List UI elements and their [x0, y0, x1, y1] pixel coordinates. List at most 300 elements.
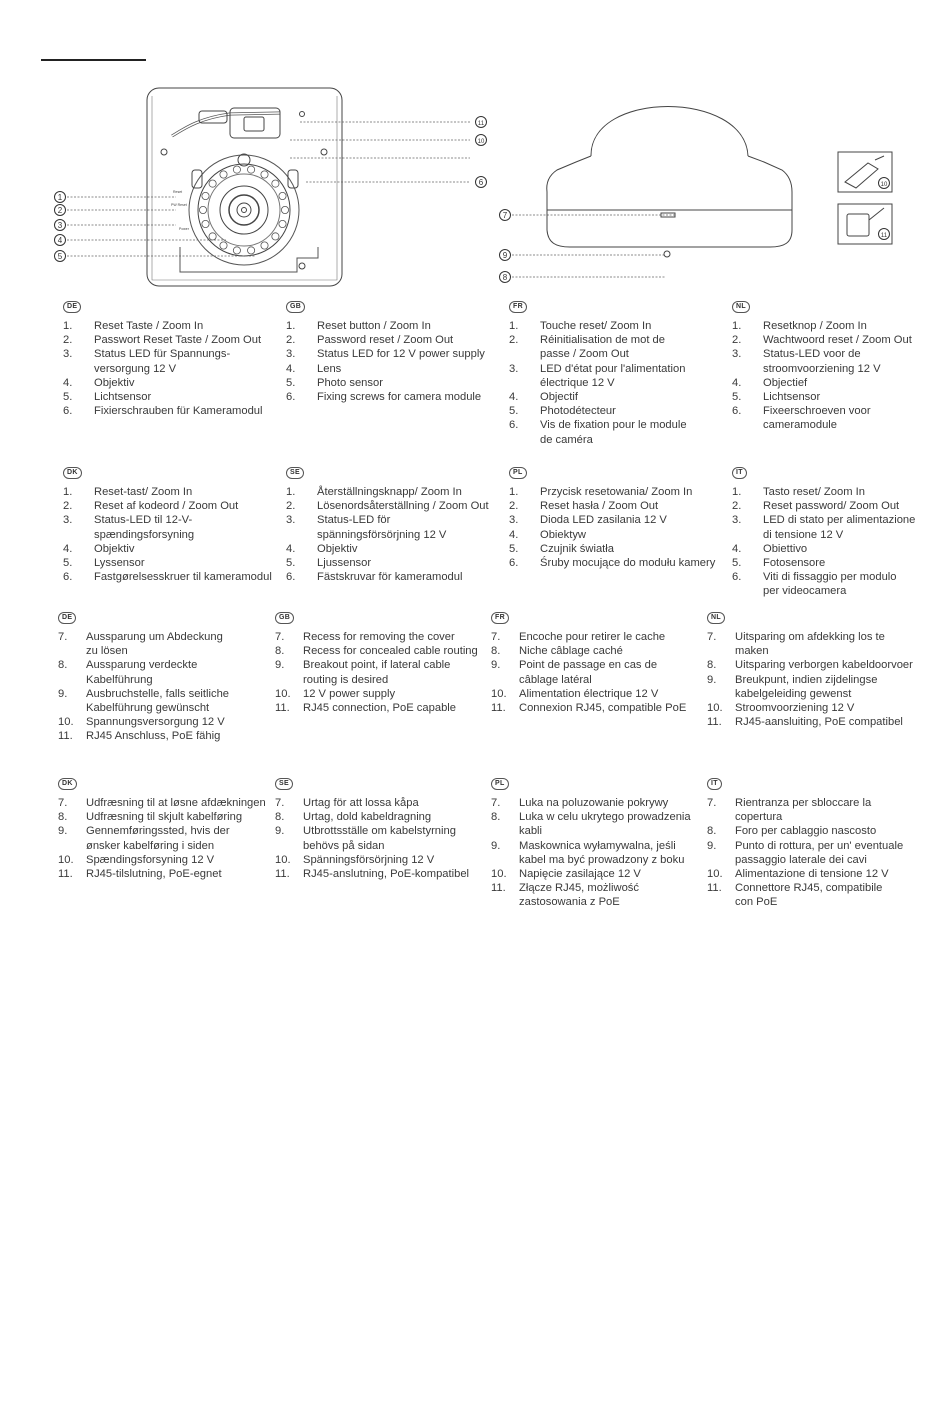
item-text: Fästskruvar för kameramodul	[317, 571, 463, 584]
item-text: Fixeerschroeven voor cameramodule	[763, 405, 871, 432]
item-number: 10.	[58, 716, 74, 729]
item-number: 2.	[732, 500, 742, 513]
list-item	[732, 556, 946, 570]
list-item	[286, 390, 500, 404]
item-number: 4.	[63, 376, 73, 389]
item-text: Fastgørelsesskruer til kameramodul	[94, 571, 272, 584]
list-item	[286, 542, 500, 556]
item-number: 1.	[732, 486, 742, 498]
item-text: Status LED für Spannungs- versorgung 12 V	[94, 348, 231, 375]
item-number: 3.	[509, 514, 519, 527]
item-text: Spänningsförsörjning 12 V	[303, 853, 435, 866]
item-number: 11.	[491, 882, 506, 895]
item-number: 7.	[707, 631, 717, 643]
callout-11b	[879, 229, 890, 240]
item-number: 5.	[63, 391, 73, 404]
item-number: 3.	[286, 514, 296, 527]
item-number: 3.	[63, 348, 73, 361]
callout-7	[500, 210, 511, 221]
list-item	[63, 347, 277, 375]
list-item	[275, 644, 489, 658]
svg-text:2: 2	[57, 206, 63, 215]
item-number: 9.	[707, 839, 717, 852]
item-number: 4.	[509, 528, 519, 541]
item-number: 1.	[286, 486, 296, 498]
callout-3	[55, 220, 66, 231]
item-text: Foro per cablaggio nascosto	[735, 825, 877, 838]
list-item	[63, 376, 277, 390]
list-item	[491, 810, 705, 838]
svg-text:5: 5	[57, 252, 63, 261]
ir-led	[281, 206, 288, 213]
item-number: 8.	[58, 811, 68, 824]
item-text: Śruby mocujące do modułu kamery	[540, 557, 716, 570]
svg-text:1: 1	[57, 193, 63, 202]
item-number: 11.	[58, 730, 73, 743]
item-number: 6.	[63, 405, 73, 418]
item-number: 9.	[275, 825, 285, 838]
item-number: 6.	[732, 405, 742, 418]
item-number: 11.	[491, 702, 506, 715]
item-number: 6.	[286, 391, 296, 404]
item-number: 4.	[732, 376, 742, 389]
item-number: 6.	[732, 571, 742, 584]
item-text: Przycisk resetowania/ Zoom In	[540, 486, 693, 498]
item-number: 9.	[491, 659, 501, 672]
list-item	[286, 556, 500, 570]
item-text: Resetknop / Zoom In	[763, 320, 867, 332]
item-text: Reset af kodeord / Zoom Out	[94, 500, 239, 513]
item-text: RJ45-aansluiting, PoE compatibel	[735, 716, 903, 729]
list-item	[63, 390, 277, 404]
item-text: RJ45-tilslutning, PoE-egnet	[86, 868, 222, 881]
item-number: 2.	[63, 334, 73, 347]
list-item	[509, 390, 723, 404]
item-text: Alimentazione di tensione 12 V	[735, 868, 889, 881]
list-item	[63, 485, 277, 499]
ir-led	[233, 166, 240, 173]
list-item	[275, 810, 489, 824]
item-number: 1.	[509, 486, 519, 498]
list-item	[286, 570, 500, 584]
list-item	[732, 499, 946, 513]
list-item	[732, 376, 946, 390]
list-item	[732, 570, 946, 598]
item-text: Wachtwoord reset / Zoom Out	[763, 334, 912, 347]
item-text: RJ45 connection, PoE capable	[303, 702, 456, 715]
svg-text:6: 6	[478, 178, 484, 187]
item-text: Punto di rottura, per un' eventuale passaggio laterale dei cavi	[735, 839, 904, 866]
list-item	[509, 499, 723, 513]
item-number: 1.	[286, 320, 296, 332]
item-text: Urtag för att lossa kåpa	[303, 797, 419, 809]
svg-text:8: 8	[502, 273, 508, 282]
item-text: Connexion RJ45, compatible PoE	[519, 702, 687, 715]
item-text: Photodétecteur	[540, 405, 616, 418]
callout-1	[55, 192, 66, 203]
item-text: Obiettivo	[763, 542, 808, 555]
list-item	[286, 485, 500, 499]
item-text: Gennemføringssted, hvis der ønsker kabelføring i siden	[86, 825, 230, 852]
item-text: Luka na poluzowanie pokrywy	[519, 797, 669, 809]
list-item	[286, 513, 500, 541]
language-badge: IT	[707, 778, 722, 790]
item-text: Udfræsning til at løsne afdækningen	[86, 797, 266, 809]
callout-8	[500, 272, 511, 283]
svg-text:11: 11	[477, 121, 485, 127]
svg-text:10: 10	[880, 182, 888, 188]
ir-led	[202, 220, 209, 227]
item-text: Udfræsning til skjult kabelføring	[86, 811, 243, 824]
item-number: 11.	[58, 868, 73, 881]
camera-diagram	[0, 0, 950, 300]
item-text: Uitsparing om afdekking los te maken	[735, 631, 885, 658]
section-pl-a	[509, 464, 723, 570]
ir-led	[279, 192, 286, 199]
item-number: 11.	[275, 868, 290, 881]
list-item	[58, 630, 272, 658]
item-text: Tasto reset/ Zoom In	[763, 486, 865, 498]
list-item	[275, 630, 489, 644]
section-se-b	[275, 775, 489, 881]
item-number: 7.	[58, 797, 68, 809]
list-item	[707, 630, 921, 658]
item-number: 9.	[707, 673, 717, 686]
list-item	[63, 570, 277, 584]
svg-text:9: 9	[502, 251, 508, 260]
item-number: 8.	[58, 659, 68, 672]
callout-6	[476, 177, 487, 188]
list-item	[286, 376, 500, 390]
item-number: 5.	[732, 391, 742, 404]
callout-2	[55, 205, 66, 216]
item-text: Objektiv	[94, 376, 135, 389]
callout-9	[500, 250, 511, 261]
item-text: Niche câblage caché	[519, 645, 623, 658]
ir-led	[248, 247, 255, 254]
item-number: 8.	[707, 659, 717, 672]
list-item	[509, 362, 723, 390]
item-text: Status-LED för spänningsförsörjning 12 V	[317, 514, 447, 541]
list-item	[509, 404, 723, 418]
item-text: Touche reset/ Zoom In	[540, 320, 652, 332]
item-text: Lichtsensor	[763, 391, 821, 404]
language-badge: DK	[58, 778, 77, 790]
item-number: 3.	[286, 348, 296, 361]
list-item	[707, 673, 921, 701]
item-number: 11.	[707, 716, 722, 729]
item-text: Utbrottsställe om kabelstyrning behövs på sidan	[303, 825, 456, 852]
svg-text:4: 4	[57, 236, 63, 245]
list-item	[509, 418, 723, 446]
item-text: 12 V power supply	[303, 687, 396, 700]
item-number: 9.	[58, 687, 68, 700]
ir-led	[279, 220, 286, 227]
item-number: 2.	[286, 500, 296, 513]
list-item	[286, 319, 500, 333]
item-text: Encoche pour retirer le cache	[519, 631, 666, 643]
list-item	[732, 513, 946, 541]
list-item	[509, 319, 723, 333]
section-dk-a	[63, 464, 277, 584]
item-text: Aussparung um Abdeckung zu lösen	[86, 631, 223, 658]
section-it-a	[732, 464, 946, 599]
item-text: Obiektyw	[540, 528, 587, 541]
section-pl-b	[491, 775, 705, 910]
list-item	[58, 729, 272, 743]
list-item	[63, 319, 277, 333]
item-number: 6.	[509, 419, 519, 432]
svg-text:7: 7	[502, 211, 508, 220]
list-item	[286, 347, 500, 361]
ir-led	[272, 233, 279, 240]
list-item	[707, 867, 921, 881]
callout-10a	[476, 135, 487, 146]
item-number: 3.	[509, 362, 519, 375]
language-badge: DE	[63, 301, 81, 313]
item-text: Czujnik światła	[540, 542, 614, 555]
list-item	[58, 796, 272, 810]
list-item	[63, 542, 277, 556]
item-number: 2.	[63, 500, 73, 513]
lens-outline	[229, 195, 259, 225]
item-number: 10.	[491, 868, 507, 881]
list-item	[286, 499, 500, 513]
dome-outline	[591, 107, 748, 157]
list-item	[491, 658, 705, 686]
section-nl-a	[732, 298, 946, 433]
ir-led	[202, 192, 209, 199]
item-text: Objektiv	[317, 542, 358, 555]
section-fr-b	[491, 609, 705, 715]
list-item	[732, 390, 946, 404]
item-number: 6.	[509, 557, 519, 570]
list-item	[58, 687, 272, 715]
list-item	[732, 485, 946, 499]
item-number: 1.	[732, 320, 742, 332]
list-item	[491, 701, 705, 715]
item-number: 9.	[275, 659, 285, 672]
item-text: Spændingsforsyning 12 V	[86, 853, 215, 866]
list-item	[63, 513, 277, 541]
item-text: Objektiv	[94, 542, 135, 555]
label-pw-reset: PW Reset	[171, 203, 187, 207]
item-number: 10.	[491, 687, 507, 700]
callout-5	[55, 251, 66, 262]
item-text: Réinitialisation de mot de passe / Zoom Out	[540, 334, 665, 361]
item-number: 2.	[286, 334, 296, 347]
section-gb-a	[286, 298, 500, 404]
list-item	[275, 687, 489, 701]
item-number: 7.	[275, 631, 285, 643]
ir-led	[261, 242, 268, 249]
item-text: Ausbruchstelle, falls seitliche Kabelführung gewünscht	[86, 687, 230, 715]
list-item	[707, 658, 921, 672]
section-it-b	[707, 775, 921, 910]
item-number: 11.	[707, 882, 722, 895]
language-badge: DE	[58, 612, 76, 624]
item-number: 3.	[63, 514, 73, 527]
list-item	[732, 333, 946, 347]
list-item	[707, 701, 921, 715]
item-text: Dioda LED zasilania 12 V	[540, 514, 667, 527]
list-item	[58, 867, 272, 881]
list-item	[509, 542, 723, 556]
item-number: 10.	[707, 868, 723, 881]
item-text: Status LED for 12 V power supply	[317, 348, 485, 361]
list-item	[707, 715, 921, 729]
item-text: RJ45 Anschluss, PoE fähig	[86, 730, 221, 743]
item-number: 2.	[509, 334, 519, 347]
ir-led	[209, 180, 216, 187]
list-item	[63, 556, 277, 570]
label-power: Power	[179, 227, 189, 231]
item-text: Viti di fissaggio per modulo per videocamera	[763, 571, 897, 598]
item-number: 7.	[491, 631, 501, 643]
item-number: 7.	[275, 797, 285, 809]
callout-11a	[476, 117, 487, 128]
item-number: 10.	[707, 702, 723, 715]
ir-led	[199, 206, 206, 213]
language-badge: IT	[732, 467, 747, 479]
language-badge: GB	[286, 301, 305, 313]
list-item	[491, 839, 705, 867]
section-dk-b	[58, 775, 272, 881]
list-item	[63, 499, 277, 513]
item-number: 9.	[491, 839, 501, 852]
item-number: 4.	[63, 542, 73, 555]
item-number: 7.	[707, 797, 717, 809]
list-item	[58, 715, 272, 729]
svg-text:3: 3	[57, 221, 63, 230]
item-number: 9.	[58, 825, 68, 838]
language-badge: SE	[286, 467, 304, 479]
section-de-b	[58, 609, 272, 744]
item-text: Photo sensor	[317, 376, 383, 389]
svg-text:11: 11	[880, 233, 888, 239]
item-text: Recess for removing the cover	[303, 631, 455, 643]
item-text: Stroomvoorziening 12 V	[735, 702, 855, 715]
item-text: Breakout point, if lateral cable routing is desired	[303, 659, 451, 686]
list-item	[732, 347, 946, 375]
item-text: Point de passage en cas de câblage latéral	[519, 659, 658, 686]
section-fr-a	[509, 298, 723, 447]
item-number: 10.	[275, 853, 291, 866]
item-number: 10.	[58, 853, 74, 866]
item-text: Napięcie zasilające 12 V	[519, 868, 641, 881]
item-text: Fixing screws for camera module	[317, 391, 482, 404]
list-item	[58, 810, 272, 824]
list-item	[275, 658, 489, 686]
language-badge: FR	[509, 301, 527, 313]
item-number: 4.	[509, 391, 519, 404]
list-item	[275, 701, 489, 715]
list-item	[491, 644, 705, 658]
item-number: 1.	[63, 320, 73, 332]
list-item	[509, 333, 723, 361]
list-item	[286, 362, 500, 376]
item-number: 5.	[509, 542, 519, 555]
item-text: Lösenordsåterställning / Zoom Out	[317, 500, 489, 513]
list-item	[275, 824, 489, 852]
ir-led	[233, 247, 240, 254]
item-text: Uitsparing verborgen kabeldoorvoer	[735, 659, 913, 672]
language-badge: PL	[491, 778, 509, 790]
item-text: Reset-tast/ Zoom In	[94, 486, 193, 498]
list-item	[491, 881, 705, 909]
item-number: 8.	[275, 645, 285, 658]
item-text: Breukpunt, indien zijdelingse kabelgeleiding gewenst	[735, 673, 878, 700]
svg-text:10: 10	[477, 139, 485, 145]
item-number: 5.	[509, 405, 519, 418]
item-text: Objectief	[763, 376, 808, 389]
item-number: 5.	[286, 376, 296, 389]
item-text: Urtag, dold kabeldragning	[303, 811, 432, 824]
item-number: 11.	[275, 702, 290, 715]
item-text: Luka w celu ukrytego prowadzenia kabli	[519, 811, 691, 838]
callout-10b	[879, 178, 890, 189]
ir-led	[220, 171, 227, 178]
language-badge: SE	[275, 778, 293, 790]
section-gb-b	[275, 609, 489, 715]
list-item	[707, 881, 921, 909]
item-text: Lichtsensor	[94, 391, 152, 404]
list-item	[491, 630, 705, 644]
language-badge: NL	[707, 612, 725, 624]
item-number: 8.	[491, 645, 501, 658]
language-badge: PL	[509, 467, 527, 479]
item-number: 4.	[286, 542, 296, 555]
item-number: 8.	[707, 825, 717, 838]
list-item	[509, 485, 723, 499]
list-item	[491, 867, 705, 881]
item-text: Lyssensor	[94, 557, 145, 570]
list-item	[732, 542, 946, 556]
item-number: 8.	[491, 811, 501, 824]
item-text: RJ45-anslutning, PoE-kompatibel	[303, 868, 470, 881]
item-number: 3.	[732, 514, 742, 527]
list-item	[707, 796, 921, 824]
section-nl-b	[707, 609, 921, 729]
item-text: Status-LED til 12-V- spændingsforsyning	[94, 514, 195, 541]
item-text: LED di stato per alimentazione di tensione 12 V	[763, 514, 916, 541]
language-badge: NL	[732, 301, 750, 313]
language-badge: DK	[63, 467, 82, 479]
item-text: Fixierschrauben für Kameramodul	[94, 405, 263, 418]
item-text: Objectif	[540, 391, 578, 404]
list-item	[58, 824, 272, 852]
item-number: 6.	[286, 571, 296, 584]
ir-led	[220, 242, 227, 249]
item-text: Status-LED voor de stroomvoorziening 12 V	[763, 348, 881, 375]
item-number: 3.	[732, 348, 742, 361]
item-number: 5.	[286, 557, 296, 570]
list-item	[63, 333, 277, 347]
item-text: Złącze RJ45, możliwość zastosowania z PoE	[519, 882, 639, 909]
ir-led	[209, 233, 216, 240]
item-number: 7.	[58, 631, 68, 643]
list-item	[509, 528, 723, 542]
item-text: Reset Taste / Zoom In	[94, 320, 204, 332]
item-text: Passwort Reset Taste / Zoom Out	[94, 334, 262, 347]
callout-4	[55, 235, 66, 246]
item-text: Reset hasła / Zoom Out	[540, 500, 659, 513]
list-item	[275, 796, 489, 810]
list-item	[732, 319, 946, 333]
item-text: Vis de fixation pour le module de caméra	[540, 419, 687, 446]
item-number: 4.	[286, 362, 296, 375]
item-text: Fotosensore	[763, 557, 826, 570]
